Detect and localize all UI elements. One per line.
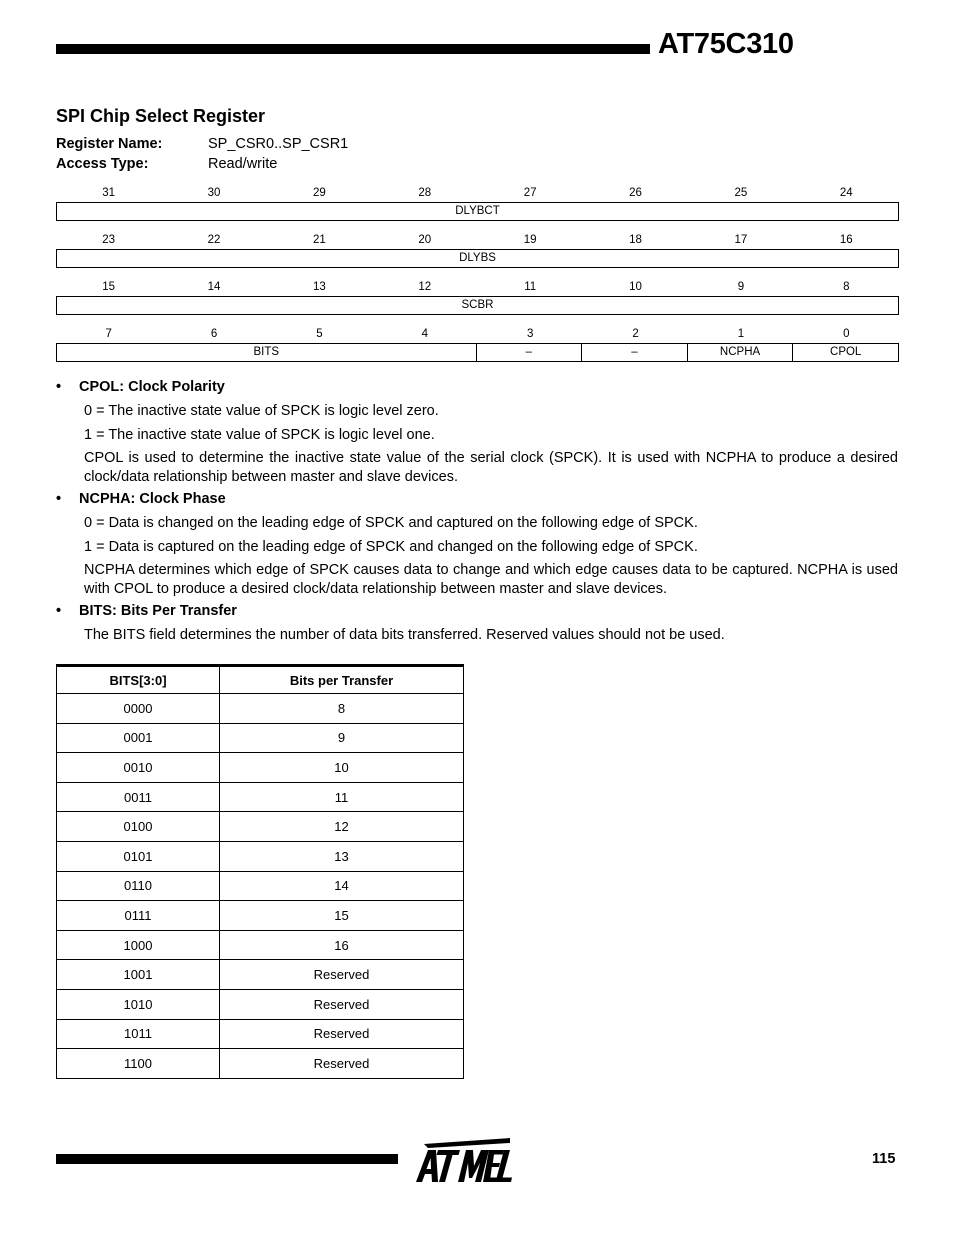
register-field: SCBR [461, 299, 494, 311]
bit-number: 3 [526, 328, 534, 340]
bit-number: 22 [207, 234, 221, 246]
bit-number: 26 [629, 187, 642, 199]
table-row [57, 812, 464, 842]
bit-number: 13 [313, 281, 326, 293]
bits-per-transfer-cell: Reserved [220, 1019, 464, 1049]
bit-number: 16 [839, 234, 853, 246]
bit-number: 10 [629, 281, 642, 293]
bit-number: 5 [316, 328, 323, 340]
bit-number: 17 [734, 234, 748, 246]
bit-number: 1 [737, 328, 745, 340]
bits-value-cell: 0111 [57, 901, 220, 931]
register-name-label: Register Name: [56, 136, 163, 152]
bits-per-transfer-cell: 13 [220, 841, 464, 871]
bit-number: 19 [523, 234, 537, 246]
bit-number: 6 [210, 328, 218, 340]
access-type-value: Read/write [208, 156, 278, 172]
cpol-heading [56, 379, 225, 395]
footer-rule [56, 1154, 398, 1164]
column-header-bits-per-transfer: Bits per Transfer [220, 666, 464, 694]
cpol-description: CPOL is used to determine the inactive state value of the serial clock (SPCK). It is used with NCPHA to produce a desired clock/data relationship between master and slave devices. [84, 450, 898, 485]
register-field-row [56, 296, 899, 315]
register-field: DLYBCT [455, 205, 500, 217]
bit-number: 7 [105, 328, 112, 340]
bits-per-transfer-cell: 9 [220, 723, 464, 753]
bits-per-transfer-cell: 11 [220, 782, 464, 812]
table-row [57, 753, 464, 783]
bits-table [56, 664, 464, 1079]
bit-number: 31 [102, 187, 116, 199]
bit-number: 20 [418, 234, 432, 246]
table-row [57, 841, 464, 871]
ncpha-description: NCPHA determines which edge of SPCK causes data to change and which edge causes data to be captured. NCPHA is used with CPOL to produce a desired clock/data relationship between master and slave devices. [84, 562, 898, 597]
ncpha-value-0: 0 = Data is changed on the leading edge of SPCK and captured on the following edge of SPCK. [84, 515, 698, 531]
bits-value-cell: 1010 [57, 989, 220, 1019]
atmel-logo [414, 1136, 514, 1186]
bits-per-transfer-cell: 14 [220, 871, 464, 901]
table-row [57, 930, 464, 960]
bits-value-cell: 0101 [57, 841, 220, 871]
table-row [57, 871, 464, 901]
bit-number: 25 [734, 187, 748, 199]
bullet-icon: • [56, 491, 62, 507]
bullet-icon: • [56, 379, 62, 395]
bit-number: 0 [843, 328, 850, 340]
bit-number-row [56, 232, 899, 248]
bits-per-transfer-cell: 16 [220, 930, 464, 960]
bit-number: 24 [839, 187, 853, 199]
bit-number: 8 [843, 281, 850, 293]
register-name-value: SP_CSR0..SP_CSR1 [208, 136, 349, 152]
register-field-row [56, 202, 899, 221]
register-field: – [476, 344, 582, 361]
table-row [57, 782, 464, 812]
bits-value-cell: 1011 [57, 1019, 220, 1049]
register-field-row [56, 343, 899, 362]
bits-value-cell: 1100 [57, 1049, 220, 1079]
bit-number: 14 [207, 281, 221, 293]
bits-value-cell: 1000 [57, 930, 220, 960]
register-field-row [56, 249, 899, 268]
bits-per-transfer-cell: 8 [220, 694, 464, 724]
bits-heading-text: BITS: Bits Per Transfer [79, 603, 237, 619]
bits-per-transfer-cell: 15 [220, 901, 464, 931]
bullet-icon: • [56, 603, 62, 619]
bit-number-row [56, 326, 899, 342]
register-field: DLYBS [459, 252, 496, 264]
table-row [57, 1019, 464, 1049]
ncpha-heading-text: NCPHA: Clock Phase [79, 491, 226, 507]
bit-number: 30 [207, 187, 221, 199]
table-row [57, 694, 464, 724]
section-title: SPI Chip Select Register [56, 106, 266, 126]
bit-number: 27 [523, 187, 537, 199]
register-field: – [581, 344, 687, 361]
bits-value-cell: 0010 [57, 753, 220, 783]
bit-number: 21 [313, 234, 326, 246]
bit-number: 2 [632, 328, 639, 340]
table-header-row [57, 666, 464, 694]
bit-number: 18 [629, 234, 642, 246]
bit-number: 12 [418, 281, 432, 293]
bits-value-cell: 0110 [57, 871, 220, 901]
bits-value-cell: 0011 [57, 782, 220, 812]
bit-number: 9 [737, 281, 745, 293]
bit-number: 15 [102, 281, 116, 293]
table-row [57, 960, 464, 990]
bits-per-transfer-cell: Reserved [220, 1049, 464, 1079]
document-title: AT75C310 [658, 28, 794, 60]
bit-number: 4 [421, 328, 429, 340]
cpol-heading-text: CPOL: Clock Polarity [79, 379, 225, 395]
bits-value-cell: 1001 [57, 960, 220, 990]
access-type-label: Access Type: [56, 156, 149, 172]
register-field: CPOL [792, 344, 898, 361]
bit-number-row [56, 279, 899, 295]
cpol-value-1: 1 = The inactive state value of SPCK is logic level one. [84, 427, 435, 443]
bits-per-transfer-cell: Reserved [220, 960, 464, 990]
cpol-value-0: 0 = The inactive state value of SPCK is logic level zero. [84, 403, 439, 419]
header-rule [56, 44, 650, 54]
bits-per-transfer-cell: 12 [220, 812, 464, 842]
page-number: 115 [872, 1151, 896, 1167]
bits-per-transfer-cell: Reserved [220, 989, 464, 1019]
bits-description: The BITS field determines the number of data bits transferred. Reserved values should not be used. [84, 627, 725, 643]
bits-value-cell: 0100 [57, 812, 220, 842]
bit-number-row [56, 185, 899, 201]
register-field: NCPHA [687, 344, 793, 361]
bits-heading [56, 603, 237, 619]
bit-number: 23 [102, 234, 116, 246]
register-field: BITS [253, 346, 280, 358]
table-row [57, 901, 464, 931]
ncpha-value-1: 1 = Data is captured on the leading edge of SPCK and changed on the following edge of SPCK. [84, 539, 698, 555]
column-header-bits: BITS[3:0] [57, 666, 220, 694]
bits-value-cell: 0001 [57, 723, 220, 753]
bit-number: 11 [524, 281, 537, 293]
table-row [57, 723, 464, 753]
table-row [57, 989, 464, 1019]
bit-number: 28 [418, 187, 432, 199]
bits-value-cell: 0000 [57, 694, 220, 724]
bits-per-transfer-cell: 10 [220, 753, 464, 783]
table-row [57, 1049, 464, 1079]
bit-number: 29 [313, 187, 326, 199]
ncpha-heading [56, 491, 226, 507]
